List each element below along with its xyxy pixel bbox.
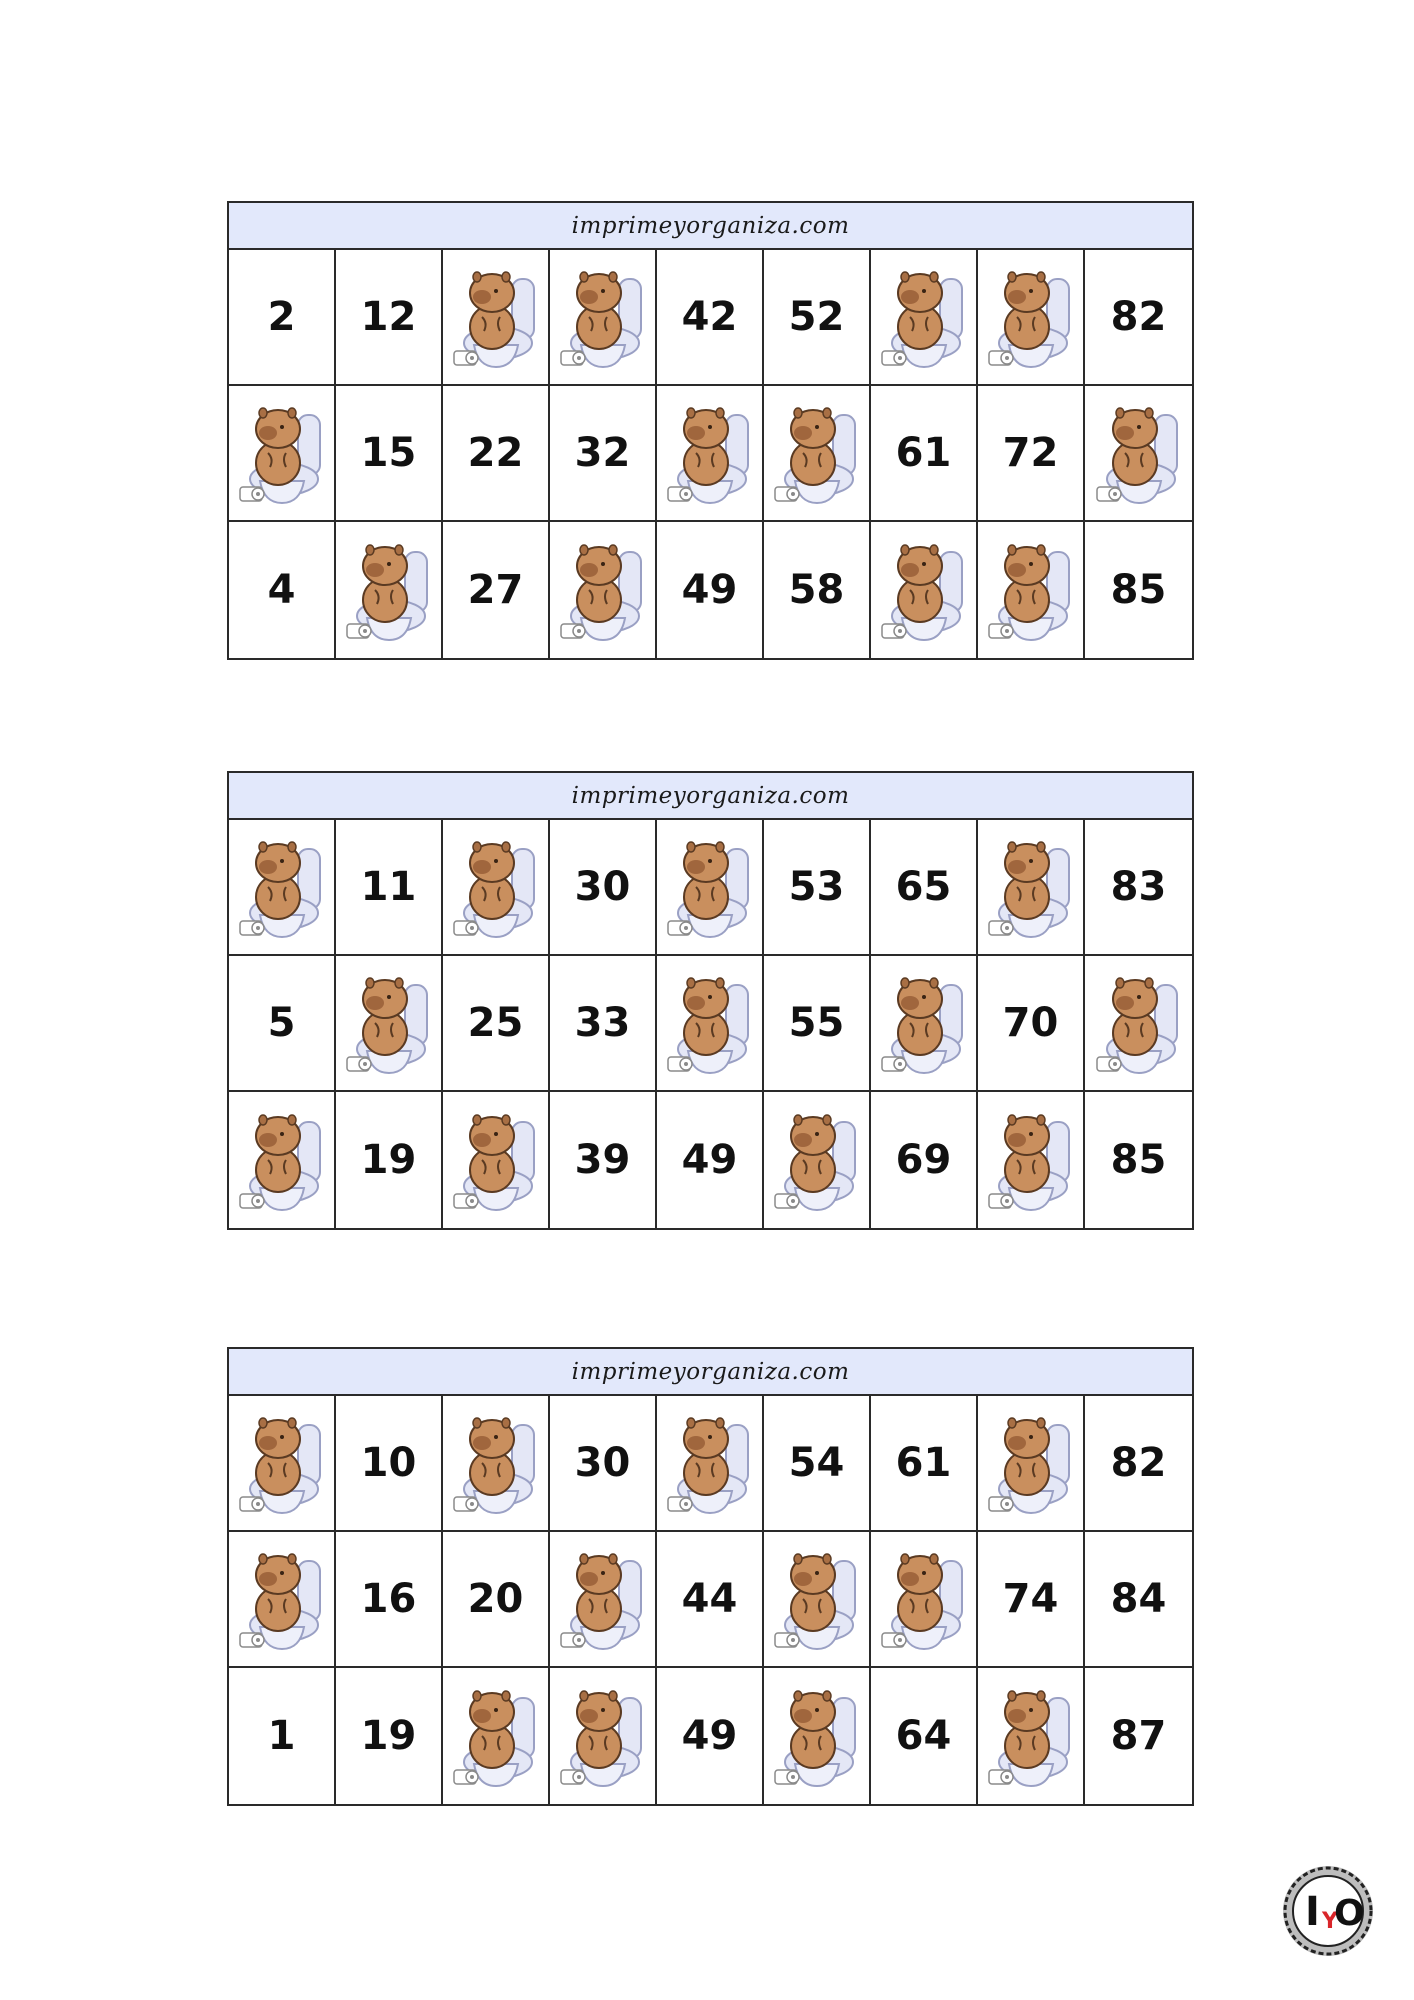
image-cell	[229, 386, 336, 522]
capybara-on-toilet-icon	[876, 1541, 972, 1657]
image-cell	[871, 1532, 978, 1668]
capybara-on-toilet-icon	[448, 1678, 544, 1794]
number-cell: 69	[871, 1092, 978, 1228]
number-cell: 15	[336, 386, 443, 522]
image-cell	[443, 1396, 550, 1532]
image-cell	[443, 1668, 550, 1804]
capybara-on-toilet-icon	[662, 965, 758, 1081]
image-cell	[657, 386, 764, 522]
image-cell	[550, 522, 657, 658]
image-cell	[336, 956, 443, 1092]
image-cell	[978, 522, 1085, 658]
card-grid	[229, 1396, 1192, 1804]
number-cell: 4	[229, 522, 336, 658]
capybara-on-toilet-icon	[448, 829, 544, 945]
number-cell: 1	[229, 1668, 336, 1804]
capybara-on-toilet-icon	[448, 259, 544, 375]
bingo-card-1	[227, 201, 1194, 660]
card-grid	[229, 250, 1192, 658]
number-cell: 74	[978, 1532, 1085, 1668]
number-cell: 85	[1110, 567, 1167, 613]
image-cell	[229, 1532, 336, 1668]
number-cell: 54	[764, 1396, 871, 1532]
iyo-logo	[1281, 1864, 1375, 1958]
number-cell: 82	[1085, 250, 1192, 386]
number-cell: 33	[550, 956, 657, 1092]
image-cell	[229, 820, 336, 956]
number-cell: 11	[336, 820, 443, 956]
capybara-on-toilet-icon	[1091, 965, 1187, 1081]
number-cell: 10	[336, 1396, 443, 1532]
capybara-on-toilet-icon	[1091, 395, 1187, 511]
number-cell: 61	[871, 1396, 978, 1532]
logo-letter-y: Y	[1322, 1909, 1338, 1934]
number-cell: 49	[657, 522, 764, 658]
image-cell	[657, 956, 764, 1092]
image-cell	[657, 820, 764, 956]
image-cell	[764, 386, 871, 522]
image-cell	[1085, 386, 1192, 522]
number-cell: 19	[336, 1092, 443, 1228]
image-cell	[336, 522, 443, 658]
capybara-on-toilet-icon	[662, 1405, 758, 1521]
number-cell: 87	[1110, 1713, 1167, 1759]
capybara-on-toilet-icon	[769, 395, 865, 511]
number-cell: 65	[871, 820, 978, 956]
image-cell	[978, 1668, 1085, 1804]
capybara-on-toilet-icon	[876, 532, 972, 648]
image-cell	[443, 1092, 550, 1228]
capybara-on-toilet-icon	[234, 395, 330, 511]
capybara-on-toilet-icon	[341, 532, 437, 648]
capybara-on-toilet-icon	[662, 829, 758, 945]
capybara-on-toilet-icon	[555, 1678, 651, 1794]
logo-letter-o: O	[1334, 1893, 1365, 1934]
image-cell	[871, 522, 978, 658]
number-cell: 44	[657, 1532, 764, 1668]
card-header: imprimeyorganiza.com	[229, 1349, 1192, 1396]
image-cell	[978, 1396, 1085, 1532]
capybara-on-toilet-icon	[983, 829, 1079, 945]
image-cell	[443, 250, 550, 386]
bingo-card-3	[227, 1347, 1194, 1806]
image-cell	[443, 820, 550, 956]
card-header: imprimeyorganiza.com	[229, 773, 1192, 820]
capybara-on-toilet-icon	[769, 1541, 865, 1657]
image-cell	[871, 956, 978, 1092]
number-cell: 12	[336, 250, 443, 386]
image-cell	[550, 1668, 657, 1804]
capybara-on-toilet-icon	[234, 1405, 330, 1521]
number-cell: 61	[871, 386, 978, 522]
card-header: imprimeyorganiza.com	[229, 203, 1192, 250]
number-cell: 83	[1085, 820, 1192, 956]
number-cell: 27	[443, 522, 550, 658]
capybara-on-toilet-icon	[234, 829, 330, 945]
number-cell: 52	[764, 250, 871, 386]
image-cell	[978, 250, 1085, 386]
image-cell	[229, 1396, 336, 1532]
number-cell: 25	[443, 956, 550, 1092]
number-cell: 19	[336, 1668, 443, 1804]
capybara-on-toilet-icon	[234, 1102, 330, 1218]
number-cell: 16	[336, 1532, 443, 1668]
number-cell: 58	[764, 522, 871, 658]
number-cell: 82	[1085, 1396, 1192, 1532]
image-cell	[764, 1668, 871, 1804]
capybara-on-toilet-icon	[983, 1102, 1079, 1218]
capybara-on-toilet-icon	[876, 259, 972, 375]
number-cell: 55	[764, 956, 871, 1092]
card-grid	[229, 820, 1192, 1228]
image-cell	[550, 250, 657, 386]
number-cell: 64	[871, 1668, 978, 1804]
image-cell	[764, 1532, 871, 1668]
capybara-on-toilet-icon	[876, 965, 972, 1081]
image-cell	[229, 1092, 336, 1228]
number-cell: 30	[550, 1396, 657, 1532]
number-cell: 39	[550, 1092, 657, 1228]
capybara-on-toilet-icon	[234, 1541, 330, 1657]
capybara-on-toilet-icon	[769, 1678, 865, 1794]
capybara-on-toilet-icon	[769, 1102, 865, 1218]
number-cell: 5	[229, 956, 336, 1092]
number-cell: 84	[1085, 1532, 1192, 1668]
capybara-on-toilet-icon	[448, 1102, 544, 1218]
image-cell	[764, 1092, 871, 1228]
capybara-on-toilet-icon	[983, 1405, 1079, 1521]
capybara-on-toilet-icon	[983, 259, 1079, 375]
number-cell: 85	[1110, 1137, 1167, 1183]
number-cell: 70	[978, 956, 1085, 1092]
capybara-on-toilet-icon	[983, 532, 1079, 648]
image-cell	[657, 1396, 764, 1532]
number-cell: 22	[443, 386, 550, 522]
capybara-on-toilet-icon	[555, 1541, 651, 1657]
number-cell: 53	[764, 820, 871, 956]
image-cell	[978, 1092, 1085, 1228]
bingo-card-2	[227, 771, 1194, 1230]
number-cell: 2	[229, 250, 336, 386]
number-cell: 42	[657, 250, 764, 386]
capybara-on-toilet-icon	[555, 532, 651, 648]
capybara-on-toilet-icon	[662, 395, 758, 511]
logo-letter-i: I	[1305, 1889, 1320, 1935]
capybara-on-toilet-icon	[983, 1678, 1079, 1794]
number-cell: 72	[978, 386, 1085, 522]
image-cell	[871, 250, 978, 386]
image-cell	[1085, 956, 1192, 1092]
capybara-on-toilet-icon	[448, 1405, 544, 1521]
number-cell: 32	[550, 386, 657, 522]
number-cell: 30	[550, 820, 657, 956]
image-cell	[550, 1532, 657, 1668]
number-cell: 20	[443, 1532, 550, 1668]
number-cell: 49	[657, 1092, 764, 1228]
image-cell	[978, 820, 1085, 956]
capybara-on-toilet-icon	[555, 259, 651, 375]
number-cell: 49	[657, 1668, 764, 1804]
capybara-on-toilet-icon	[341, 965, 437, 1081]
